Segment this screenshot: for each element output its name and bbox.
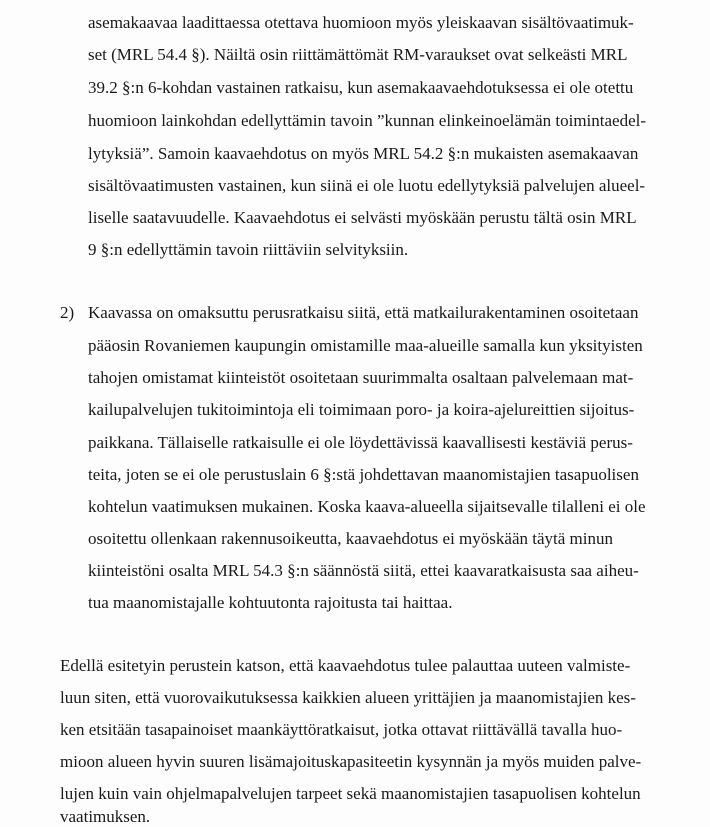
text-line: kiinteistöni osalta MRL 54.3 §:n säännöstä siitä, ettei kaavaratkaisusta saa aiheu- <box>88 561 639 580</box>
text-line: 9 §:n edellyttämin tavoin riittäviin selvityksiin. <box>88 240 409 259</box>
text-line: kailupalvelujen tukitoimintoja eli toimimaan poro- ja koira-ajelureittien sijoitus- <box>88 400 635 419</box>
text-line: lytyksiä”. Samoin kaavaehdotus on myös MRL 54.2 §:n mukaisten asemakaavan <box>88 144 639 163</box>
text-line: huomioon lainkohdan edellyttämin tavoin ”kunnan elinkeinoelämän toimintaedel- <box>88 111 647 130</box>
text-line: osoitettu ollenkaan rakennusoikeutta, kaavaehdotus ei myöskään täytä minun <box>88 529 613 548</box>
text-line: kohtelun vaatimuksen mukainen. Koska kaava-alueella sijaitsevalle tilalleni ei ole <box>88 497 646 516</box>
text-line: liselle saatavuudelle. Kaavaehdotus ei selvästi myöskään perustu tältä osin MRL <box>88 208 637 227</box>
text-line: vaatimuksen. <box>60 807 151 826</box>
text-line: set (MRL 54.4 §). Näiltä osin riittämättömät RM-varaukset ovat selkeästi MRL <box>88 45 628 64</box>
text-line: tua maanomistajalle kohtuutonta rajoitusta tai haittaa. <box>88 593 453 612</box>
text-line: lujen kuin vain ohjelmapalvelujen tarpeet sekä maanomistajien tasapuolisen kohtelun <box>60 784 641 803</box>
text-line: pääosin Rovaniemen kaupungin omistamille maa-alueille samalla kun yksityisten <box>88 336 643 355</box>
text-line: Edellä esitetyin perustein katson, että kaavaehdotus tulee palauttaa uuteen valmiste- <box>60 656 631 675</box>
text-line: teita, joten se ei ole perustuslain 6 §:stä johdettavan maanomistajien tasapuolisen <box>88 465 639 484</box>
text-line: luun siten, että vuorovaikutuksessa kaikkien alueen yrittäjien ja maanomistajien kes- <box>60 688 636 707</box>
text-line: paikkana. Tällaiselle ratkaisulle ei ole löydettävissä kaavallisesti kestäviä perus- <box>88 433 633 452</box>
text-line: sisältövaatimusten vastainen, kun siinä ei ole luotu edellytyksiä palvelujen alueel- <box>88 176 646 195</box>
item-marker: 2) <box>60 303 75 322</box>
text-line: ken etsitään tasapainoiset maankäyttöratkaisut, jotka ottavat riittävällä tavalla huo- <box>60 720 623 739</box>
text-line: 39.2 §:n 6-kohdan vastainen ratkaisu, kun asemakaavaehdotuksessa ei ole otettu <box>88 78 634 97</box>
text-line: mioon alueen hyvin suuren lisämajoituskapasiteetin kysynnän ja myös muiden palve- <box>60 752 642 771</box>
text-line: Kaavassa on omaksuttu perusratkaisu siitä, että matkailurakentaminen osoitetaan <box>88 303 639 322</box>
text-line: asemakaavaa laadittaessa otettava huomioon myös yleiskaavan sisältövaatimuk- <box>88 13 634 32</box>
text-line: tahojen omistamat kiinteistöt osoitetaan suurimmalta osaltaan palvelemaan mat- <box>88 368 634 387</box>
